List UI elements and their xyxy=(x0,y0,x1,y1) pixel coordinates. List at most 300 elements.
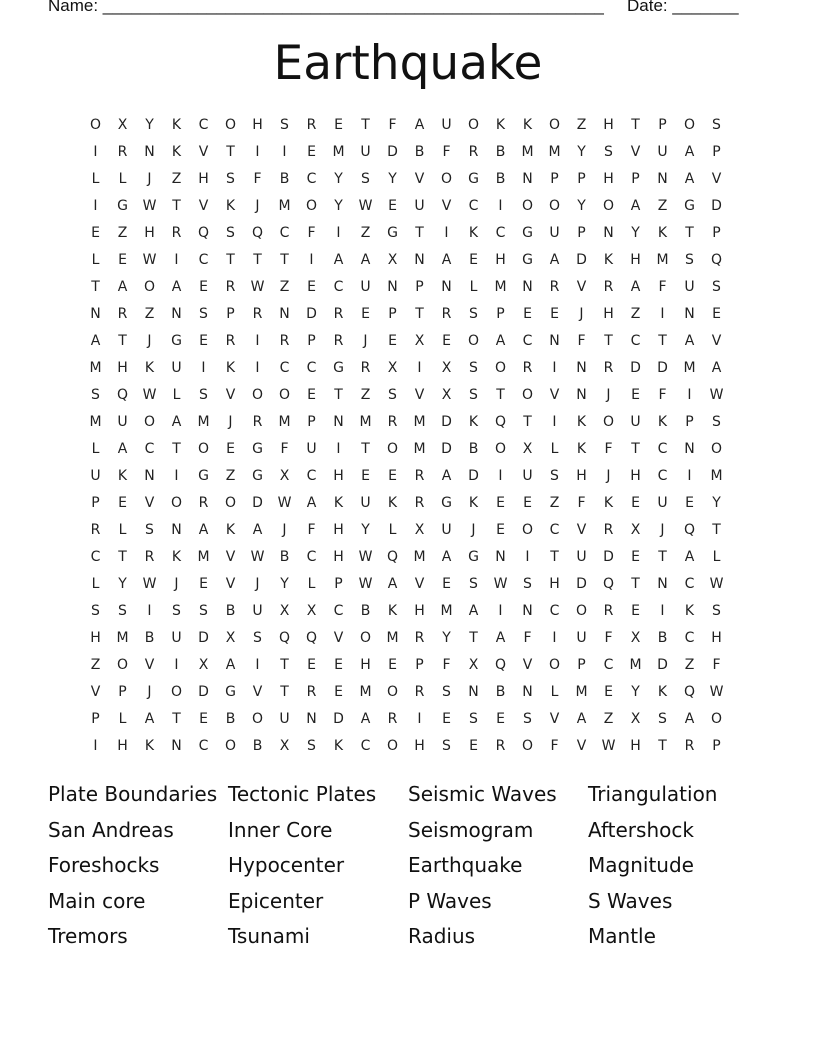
grid-cell: Z xyxy=(549,495,560,511)
grid-cell: Z xyxy=(117,225,128,241)
grid-cell: Y xyxy=(361,522,370,538)
grid-cell: R xyxy=(306,117,317,133)
grid-cell: E xyxy=(388,468,397,484)
grid-cell: C xyxy=(306,171,317,187)
grid-cell: E xyxy=(631,495,640,511)
grid-cell: R xyxy=(225,333,236,349)
grid-cell: P xyxy=(496,306,505,322)
grid-cell: A xyxy=(360,252,371,268)
grid-cell: M xyxy=(278,198,291,214)
grid-cell: Z xyxy=(90,657,101,673)
grid-cell: I xyxy=(255,657,260,673)
grid-cell: C xyxy=(657,441,668,457)
grid-cell: Y xyxy=(577,198,586,214)
grid-cell: E xyxy=(550,306,559,322)
grid-cell: S xyxy=(91,603,100,619)
grid-row xyxy=(82,571,734,598)
grid-cell: C xyxy=(306,360,317,376)
grid-cell: F xyxy=(658,387,667,403)
grid-cell: K xyxy=(225,522,236,538)
grid-cell: K xyxy=(657,684,668,700)
grid-cell: I xyxy=(525,549,530,565)
grid-cell: F xyxy=(442,144,451,160)
grid-cell: V xyxy=(549,387,560,403)
grid-row xyxy=(82,544,734,571)
grid-cell: W xyxy=(709,387,724,403)
grid-cell: V xyxy=(333,630,344,646)
grid-cell: T xyxy=(415,225,424,241)
grid-cell: N xyxy=(522,171,533,187)
grid-cell: E xyxy=(334,117,343,133)
grid-cell: V xyxy=(441,198,452,214)
grid-cell: G xyxy=(117,198,128,214)
grid-cell: N xyxy=(333,414,344,430)
grid-cell: M xyxy=(359,414,372,430)
grid-cell: Z xyxy=(630,306,641,322)
grid-cell: O xyxy=(89,117,102,133)
grid-cell: E xyxy=(199,279,208,295)
grid-cell: B xyxy=(495,171,506,187)
grid-cell: N xyxy=(657,171,668,187)
word-bank-item: Earthquake xyxy=(408,853,523,877)
grid-cell: L xyxy=(91,441,100,457)
grid-cell: I xyxy=(687,468,692,484)
grid-cell: U xyxy=(657,495,668,511)
grid-cell: R xyxy=(333,333,344,349)
grid-cell: W xyxy=(493,576,508,592)
grid-cell: R xyxy=(171,225,182,241)
grid-cell: U xyxy=(360,144,371,160)
grid-cell: A xyxy=(711,360,722,376)
grid-cell: V xyxy=(549,711,560,727)
grid-cell: S xyxy=(523,711,532,727)
grid-cell: I xyxy=(660,603,665,619)
grid-cell: X xyxy=(225,630,236,646)
grid-cell: N xyxy=(144,468,155,484)
grid-cell: J xyxy=(660,522,665,538)
grid-cell: X xyxy=(306,603,317,619)
grid-cell: K xyxy=(522,117,533,133)
grid-cell: K xyxy=(144,360,155,376)
grid-cell: B xyxy=(495,684,506,700)
grid-cell: R xyxy=(360,360,371,376)
grid-cell: D xyxy=(468,468,479,484)
grid-row xyxy=(82,436,734,463)
grid-cell: M xyxy=(656,252,669,268)
grid-cell: E xyxy=(442,711,451,727)
grid-cell: O xyxy=(521,387,534,403)
grid-cell: K xyxy=(468,225,479,241)
grid-cell: G xyxy=(333,360,344,376)
grid-cell: K xyxy=(603,495,614,511)
grid-cell: J xyxy=(147,684,152,700)
grid-cell: S xyxy=(307,738,316,754)
grid-cell: T xyxy=(361,117,370,133)
grid-cell: M xyxy=(332,144,345,160)
grid-row xyxy=(82,409,734,436)
grid-cell: U xyxy=(549,225,560,241)
letter-grid xyxy=(82,112,734,760)
grid-cell: E xyxy=(307,387,316,403)
grid-cell: E xyxy=(442,576,451,592)
grid-cell: U xyxy=(360,495,371,511)
grid-cell: D xyxy=(333,711,344,727)
grid-cell: I xyxy=(174,468,179,484)
grid-cell: B xyxy=(468,441,479,457)
grid-cell: S xyxy=(442,684,451,700)
grid-cell: R xyxy=(414,468,425,484)
grid-cell: R xyxy=(603,603,614,619)
word-bank-item: P Waves xyxy=(408,888,492,913)
grid-cell: R xyxy=(279,333,290,349)
grid-cell: I xyxy=(687,387,692,403)
grid-cell: H xyxy=(711,630,722,646)
grid-cell: V xyxy=(198,198,209,214)
grid-cell: L xyxy=(91,576,100,592)
grid-cell: E xyxy=(199,333,208,349)
grid-cell: J xyxy=(471,522,476,538)
grid-cell: D xyxy=(711,198,722,214)
grid-cell: O xyxy=(602,414,615,430)
grid-cell: E xyxy=(334,684,343,700)
grid-cell: C xyxy=(90,549,101,565)
grid-cell: K xyxy=(603,252,614,268)
grid-cell: T xyxy=(712,522,721,538)
grid-cell: C xyxy=(306,468,317,484)
grid-cell: T xyxy=(172,441,181,457)
grid-cell: P xyxy=(415,657,424,673)
grid-cell: P xyxy=(307,414,316,430)
grid-cell: B xyxy=(225,711,236,727)
grid-cell: E xyxy=(631,549,640,565)
grid-cell: L xyxy=(550,684,559,700)
grid-cell: R xyxy=(441,306,452,322)
grid-cell: X xyxy=(630,711,641,727)
grid-cell: H xyxy=(333,468,344,484)
grid-cell: L xyxy=(172,387,181,403)
grid-cell: K xyxy=(684,603,695,619)
grid-cell: F xyxy=(550,738,559,754)
grid-cell: N xyxy=(306,711,317,727)
grid-cell: V xyxy=(576,738,587,754)
grid-cell: X xyxy=(117,117,128,133)
grid-cell: S xyxy=(91,387,100,403)
grid-cell: V xyxy=(198,144,209,160)
grid-cell: N xyxy=(603,225,614,241)
grid-cell: S xyxy=(469,360,478,376)
grid-cell: D xyxy=(576,252,587,268)
grid-cell: O xyxy=(359,630,372,646)
grid-cell: G xyxy=(522,225,533,241)
grid-cell: X xyxy=(630,630,641,646)
grid-cell: H xyxy=(333,522,344,538)
grid-cell: M xyxy=(197,549,210,565)
grid-cell: N xyxy=(684,306,695,322)
grid-row xyxy=(82,463,734,490)
grid-cell: H xyxy=(603,171,614,187)
grid-cell: E xyxy=(496,711,505,727)
grid-cell: U xyxy=(117,414,128,430)
grid-cell: O xyxy=(143,414,156,430)
grid-cell: A xyxy=(144,711,155,727)
grid-cell: K xyxy=(576,441,587,457)
grid-cell: H xyxy=(333,549,344,565)
grid-cell: D xyxy=(441,414,452,430)
word-bank-item: Hypocenter xyxy=(228,853,345,877)
grid-cell: J xyxy=(606,468,611,484)
grid-cell: T xyxy=(523,414,532,430)
grid-cell: G xyxy=(252,441,263,457)
grid-cell: F xyxy=(604,630,613,646)
grid-cell: M xyxy=(494,279,507,295)
grid-cell: S xyxy=(199,603,208,619)
grid-cell: I xyxy=(498,468,503,484)
grid-cell: N xyxy=(576,387,587,403)
grid-cell: F xyxy=(280,441,289,457)
grid-cell: G xyxy=(441,495,452,511)
grid-cell: A xyxy=(117,279,128,295)
grid-cell: T xyxy=(226,252,235,268)
grid-cell: Z xyxy=(171,171,182,187)
grid-cell: E xyxy=(496,522,505,538)
grid-cell: G xyxy=(468,549,479,565)
grid-cell: O xyxy=(548,198,561,214)
grid-cell: O xyxy=(602,198,615,214)
word-bank-item: Mantle xyxy=(588,924,656,948)
grid-cell: A xyxy=(684,171,695,187)
grid-cell: I xyxy=(660,306,665,322)
grid-cell: Q xyxy=(197,225,210,241)
grid-cell: S xyxy=(172,603,181,619)
grid-cell: E xyxy=(334,657,343,673)
grid-cell: S xyxy=(199,306,208,322)
grid-cell: F xyxy=(712,657,721,673)
grid-cell: C xyxy=(657,468,668,484)
grid-cell: Y xyxy=(145,117,154,133)
grid-cell: O xyxy=(116,657,129,673)
grid-cell: A xyxy=(171,279,182,295)
grid-cell: E xyxy=(523,495,532,511)
grid-cell: U xyxy=(576,549,587,565)
grid-cell: R xyxy=(144,549,155,565)
grid-cell: O xyxy=(521,198,534,214)
grid-cell: Y xyxy=(280,576,289,592)
grid-cell: M xyxy=(278,414,291,430)
grid-cell: E xyxy=(388,198,397,214)
grid-cell: V xyxy=(711,333,722,349)
grid-cell: N xyxy=(684,441,695,457)
grid-cell: A xyxy=(117,441,128,457)
grid-cell: S xyxy=(442,738,451,754)
grid-cell: E xyxy=(361,468,370,484)
grid-cell: H xyxy=(144,225,155,241)
grid-cell: J xyxy=(606,387,611,403)
grid-cell: N xyxy=(468,684,479,700)
grid-cell: W xyxy=(277,495,292,511)
grid-cell: T xyxy=(334,387,343,403)
grid-cell: P xyxy=(550,171,559,187)
grid-cell: J xyxy=(147,333,152,349)
grid-cell: I xyxy=(174,657,179,673)
grid-cell: H xyxy=(252,117,263,133)
grid-cell: G xyxy=(684,198,695,214)
grid-cell: V xyxy=(252,684,263,700)
grid-cell: A xyxy=(684,711,695,727)
grid-cell: M xyxy=(548,144,561,160)
grid-cell: N xyxy=(441,279,452,295)
grid-cell: D xyxy=(198,684,209,700)
grid-cell: E xyxy=(685,495,694,511)
grid-cell: C xyxy=(549,603,560,619)
grid-cell: T xyxy=(91,279,100,295)
grid-cell: T xyxy=(118,549,127,565)
grid-cell: C xyxy=(306,549,317,565)
grid-cell: O xyxy=(386,684,399,700)
grid-cell: N xyxy=(171,306,182,322)
grid-cell: R xyxy=(414,684,425,700)
grid-cell: N xyxy=(549,333,560,349)
grid-row xyxy=(82,733,734,760)
grid-cell: B xyxy=(495,144,506,160)
grid-cell: F xyxy=(307,522,316,538)
grid-cell: O xyxy=(683,117,696,133)
grid-cell: O xyxy=(170,495,183,511)
grid-cell: P xyxy=(334,576,343,592)
word-bank-item: Epicenter xyxy=(228,888,324,913)
grid-cell: E xyxy=(469,252,478,268)
grid-cell: T xyxy=(496,387,505,403)
grid-cell: N xyxy=(144,144,155,160)
grid-cell: A xyxy=(360,711,371,727)
grid-cell: P xyxy=(631,171,640,187)
grid-cell: I xyxy=(552,360,557,376)
grid-cell: O xyxy=(170,684,183,700)
grid-cell: Q xyxy=(494,657,507,673)
grid-cell: Y xyxy=(631,225,640,241)
grid-cell: F xyxy=(388,117,397,133)
grid-cell: W xyxy=(142,252,157,268)
grid-cell: P xyxy=(91,495,100,511)
grid-cell: C xyxy=(468,198,479,214)
grid-row xyxy=(82,301,734,328)
grid-cell: T xyxy=(658,738,667,754)
grid-cell: H xyxy=(549,576,560,592)
grid-cell: I xyxy=(255,144,260,160)
grid-cell: O xyxy=(494,441,507,457)
grid-cell: A xyxy=(495,333,506,349)
grid-cell: O xyxy=(548,117,561,133)
grid-cell: M xyxy=(413,414,426,430)
grid-cell: E xyxy=(226,441,235,457)
word-bank-item: Seismic Waves xyxy=(408,782,557,806)
grid-cell: R xyxy=(549,279,560,295)
grid-cell: Y xyxy=(577,144,586,160)
grid-cell: I xyxy=(309,252,314,268)
grid-cell: P xyxy=(712,144,721,160)
grid-cell: M xyxy=(710,468,723,484)
grid-cell: R xyxy=(495,738,506,754)
grid-cell: H xyxy=(630,738,641,754)
grid-cell: U xyxy=(657,144,668,160)
grid-cell: K xyxy=(171,144,182,160)
grid-cell: C xyxy=(198,117,209,133)
grid-cell: C xyxy=(549,522,560,538)
grid-cell: T xyxy=(550,549,559,565)
grid-cell: H xyxy=(603,117,614,133)
grid-cell: U xyxy=(684,279,695,295)
grid-cell: W xyxy=(601,738,616,754)
grid-cell: M xyxy=(683,360,696,376)
word-bank-item: Radius xyxy=(408,924,476,948)
grid-cell: H xyxy=(198,171,209,187)
grid-cell: P xyxy=(712,225,721,241)
grid-cell: V xyxy=(522,657,533,673)
grid-cell: Q xyxy=(602,576,615,592)
grid-cell: Q xyxy=(494,414,507,430)
grid-cell: F xyxy=(658,279,667,295)
grid-cell: E xyxy=(199,576,208,592)
grid-cell: Q xyxy=(386,549,399,565)
grid-cell: M xyxy=(521,144,534,160)
grid-cell: T xyxy=(658,333,667,349)
grid-cell: R xyxy=(468,144,479,160)
grid-row xyxy=(82,679,734,706)
grid-cell: P xyxy=(91,711,100,727)
grid-cell: O xyxy=(494,360,507,376)
grid-cell: V xyxy=(576,522,587,538)
grid-cell: S xyxy=(469,576,478,592)
grid-cell: O xyxy=(143,279,156,295)
grid-cell: E xyxy=(604,684,613,700)
grid-cell: P xyxy=(118,684,127,700)
grid-cell: S xyxy=(712,279,721,295)
grid-cell: Z xyxy=(225,468,236,484)
grid-cell: S xyxy=(685,252,694,268)
grid-cell: Z xyxy=(360,387,371,403)
grid-cell: X xyxy=(441,360,452,376)
grid-cell: W xyxy=(358,549,373,565)
grid-cell: X xyxy=(522,441,533,457)
grid-cell: E xyxy=(712,306,721,322)
grid-cell: G xyxy=(387,225,398,241)
grid-cell: I xyxy=(255,360,260,376)
grid-cell: A xyxy=(441,252,452,268)
grid-cell: G xyxy=(198,468,209,484)
grid-cell: P xyxy=(307,333,316,349)
grid-cell: K xyxy=(225,198,236,214)
grid-cell: P xyxy=(577,657,586,673)
grid-cell: V xyxy=(225,387,236,403)
grid-row xyxy=(82,490,734,517)
grid-cell: P xyxy=(226,306,235,322)
grid-cell: U xyxy=(306,441,317,457)
grid-cell: S xyxy=(712,414,721,430)
grid-cell: L xyxy=(118,171,127,187)
grid-cell: C xyxy=(495,225,506,241)
grid-cell: M xyxy=(89,414,102,430)
grid-cell: D xyxy=(657,657,668,673)
grid-cell: A xyxy=(252,522,263,538)
grid-cell: R xyxy=(90,522,101,538)
grid-cell: O xyxy=(521,738,534,754)
grid-cell: K xyxy=(657,414,668,430)
grid-cell: S xyxy=(280,117,289,133)
grid-cell: L xyxy=(91,171,100,187)
grid-cell: M xyxy=(413,549,426,565)
word-bank-item: Tremors xyxy=(48,924,128,948)
grid-cell: T xyxy=(280,252,289,268)
grid-cell: U xyxy=(522,468,533,484)
